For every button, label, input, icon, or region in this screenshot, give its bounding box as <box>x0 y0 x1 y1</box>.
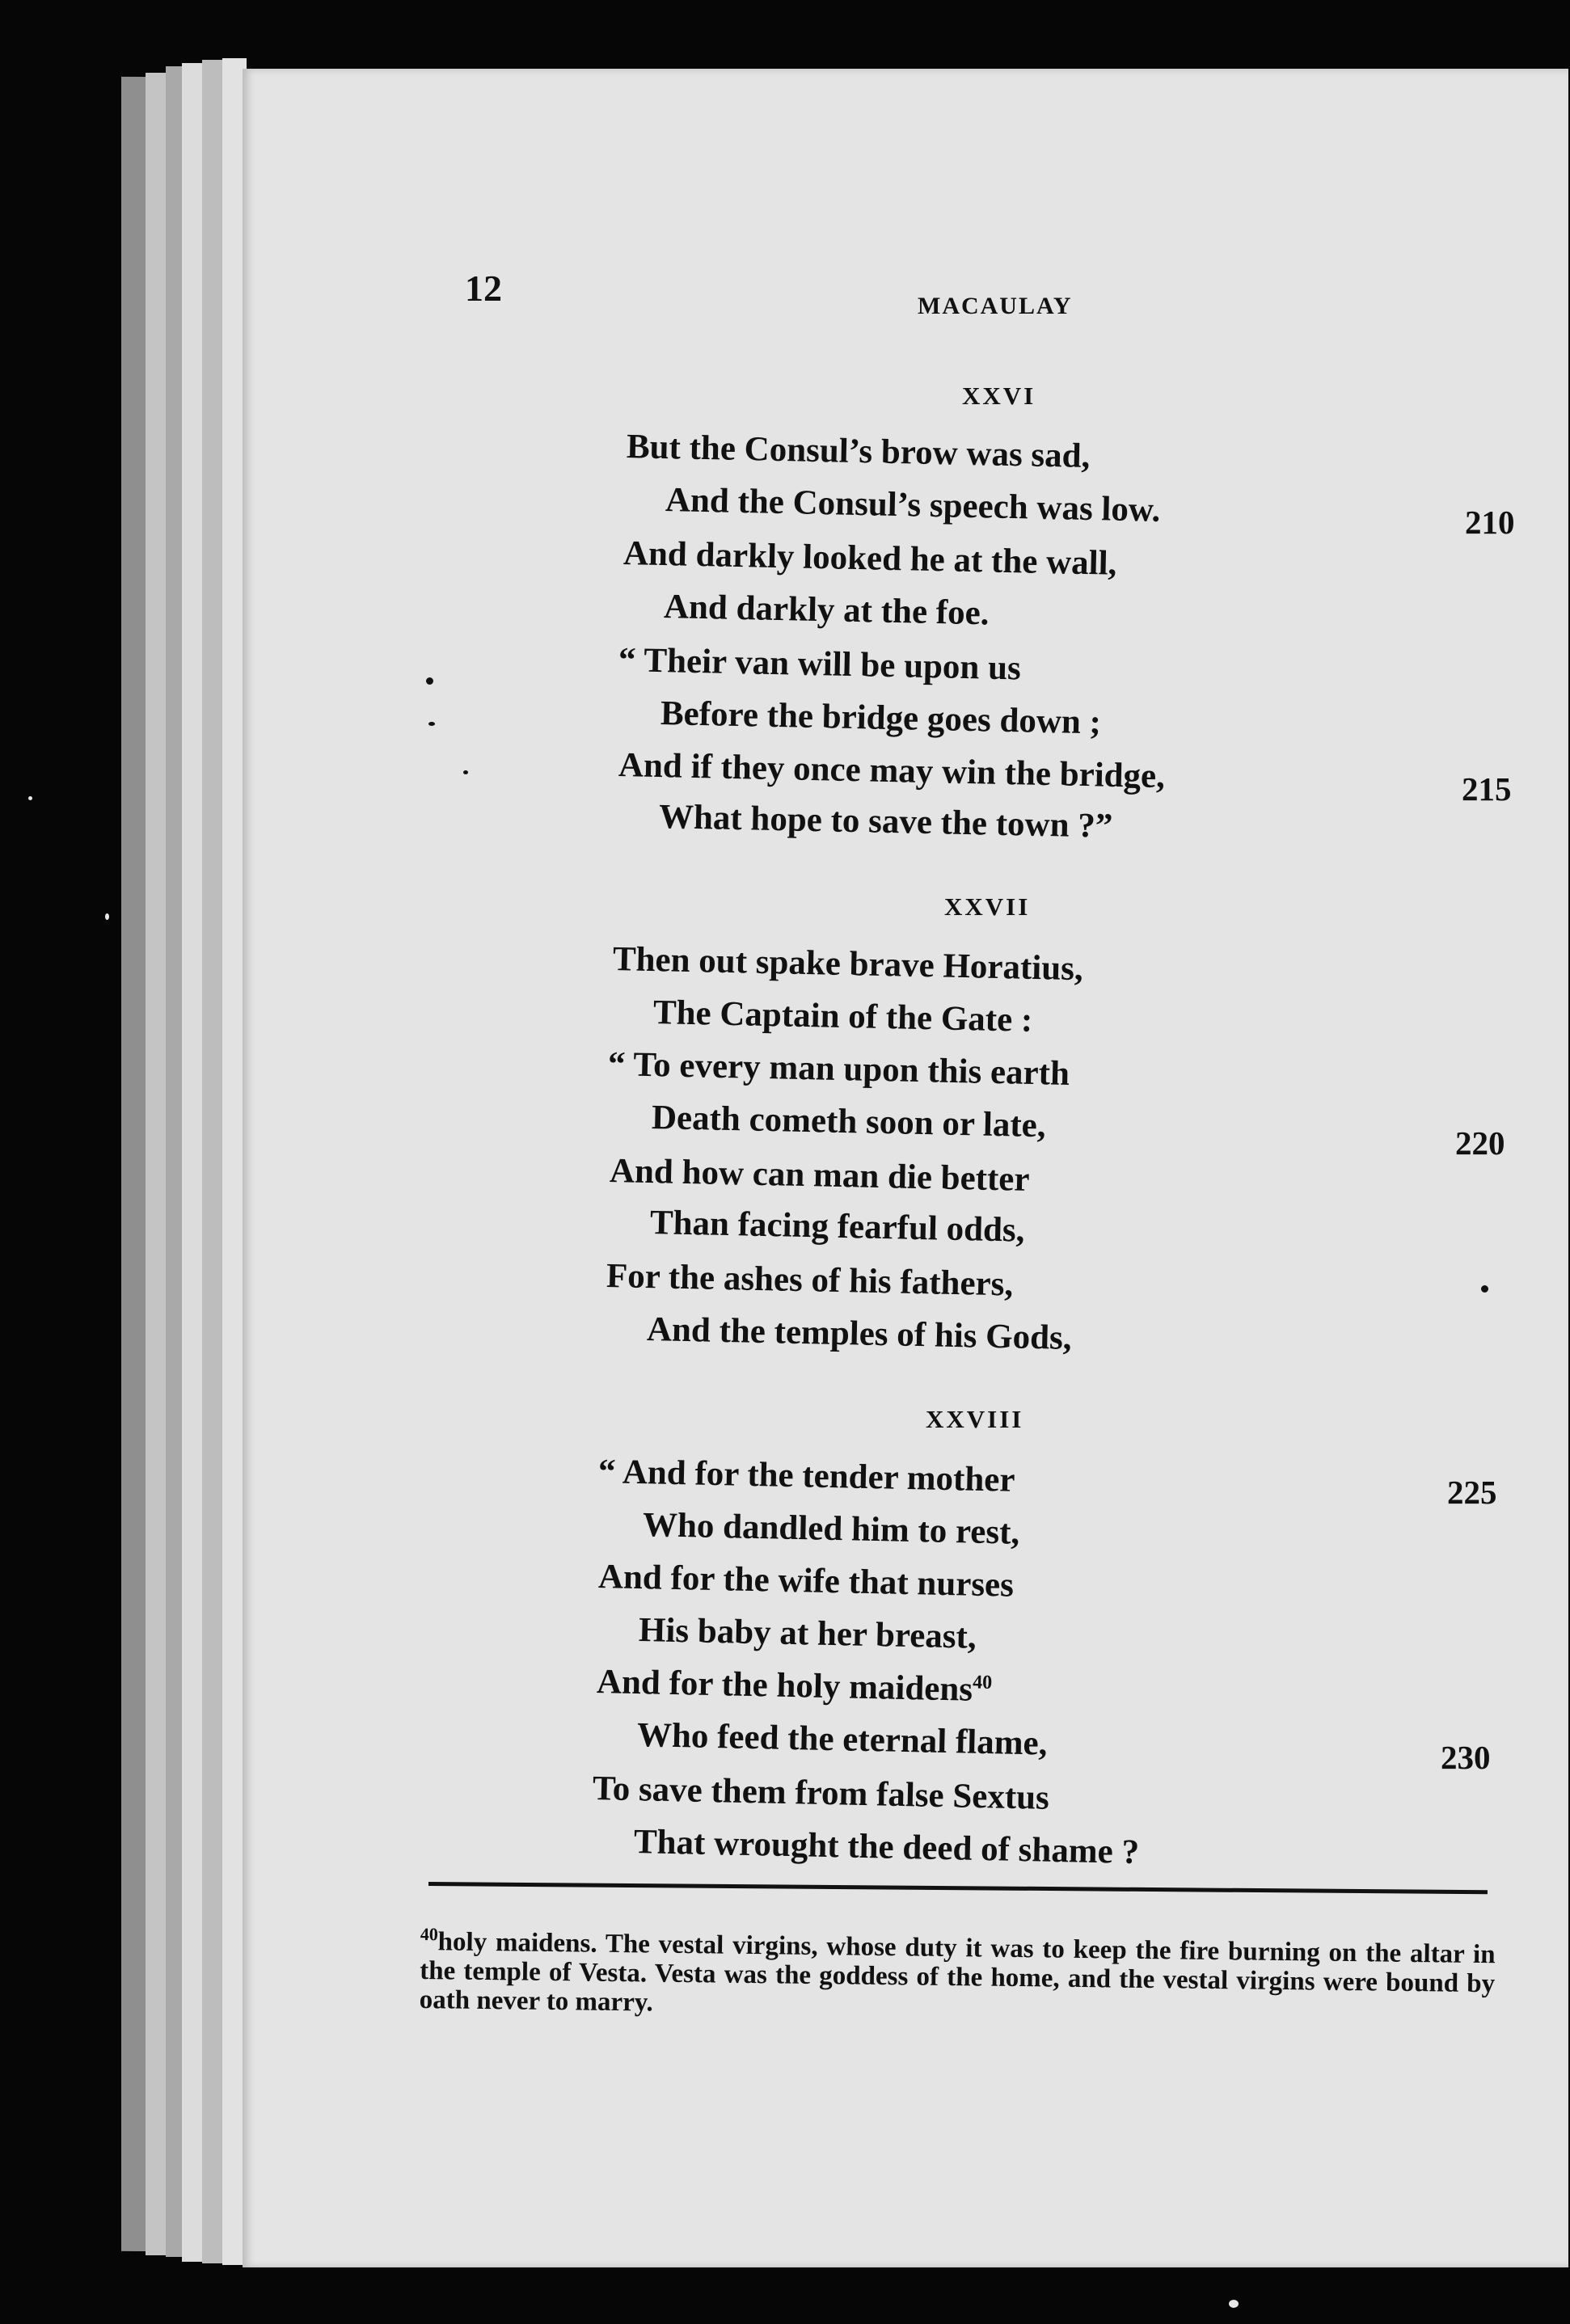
verse-line: Then out spake brave Horatius, <box>612 940 1084 989</box>
verse-line <box>596 1662 992 1710</box>
verse-line: That wrought the deed of shame ? <box>633 1823 1140 1872</box>
line-number: 215 <box>1462 770 1512 808</box>
verse-line: His baby at her breast, <box>638 1611 977 1656</box>
footnote <box>420 1920 1496 2027</box>
footnote-text: The vestal virgins, whose duty it was to keep the fire burning on the altar in the temple of Vesta. Vesta was the goddess of the home, and the vestal virgins were bound by oath never to marry. <box>419 1929 1496 2018</box>
verse-line: To save them from false Sextus <box>592 1769 1050 1817</box>
running-title: MACAULAY <box>918 293 1073 319</box>
stanza-numeral: XXVI <box>962 382 1036 410</box>
verse-line: “ Their van will be upon us <box>618 641 1022 688</box>
verse-line: For the ashes of his fathers, <box>606 1257 1014 1304</box>
line-number: 225 <box>1447 1474 1497 1511</box>
verse-line: And darkly at the foe. <box>663 588 990 633</box>
scan-speck <box>1481 1285 1488 1293</box>
scan-speck <box>28 796 32 800</box>
verse-line: What hope to save the town ?” <box>658 798 1113 846</box>
scan-speck <box>426 677 433 685</box>
scan-speck <box>428 722 435 726</box>
verse-line-text: And for the holy maidens <box>596 1663 973 1709</box>
scan-speck <box>463 770 468 774</box>
verse-line: And the Consul’s speech was low. <box>665 481 1161 529</box>
footnote-keyword: holy maidens. <box>437 1927 597 1959</box>
footnote-marker: 40 <box>972 1672 993 1693</box>
scan-speck <box>105 913 109 920</box>
verse-line: Than facing fearful odds, <box>649 1204 1025 1250</box>
stanza-numeral: XXVII <box>944 892 1031 921</box>
stanza-numeral: XXVIII <box>926 1405 1024 1433</box>
verse-line: And if they once may win the bridge, <box>618 746 1166 796</box>
verse-line: And for the wife that nurses <box>597 1558 1015 1605</box>
line-number: 210 <box>1465 504 1515 541</box>
verse-line: “ And for the tender mother <box>597 1453 1015 1499</box>
verse-line: Before the bridge goes down ; <box>660 694 1102 742</box>
verse-line: “ To every man upon this earth <box>607 1045 1070 1093</box>
page-number: 12 <box>465 268 502 309</box>
footnote-number: 40 <box>420 1923 438 1945</box>
line-number: 220 <box>1455 1124 1505 1162</box>
verse-line: But the Consul’s brow was sad, <box>626 428 1091 476</box>
verse-line: And how can man die better <box>609 1152 1030 1199</box>
verse-line: Who dandled him to rest, <box>642 1506 1020 1552</box>
scan-speck <box>1229 2300 1239 2308</box>
line-number: 230 <box>1441 1739 1491 1776</box>
verse-line: Death cometh soon or late, <box>651 1099 1047 1145</box>
verse-line: The Captain of the Gate : <box>652 993 1033 1040</box>
verse-line: Who feed the eternal flame, <box>636 1716 1048 1763</box>
verse-line: And the temples of his Gods, <box>646 1310 1073 1358</box>
verse-line: And darkly looked he at the wall, <box>623 534 1117 583</box>
